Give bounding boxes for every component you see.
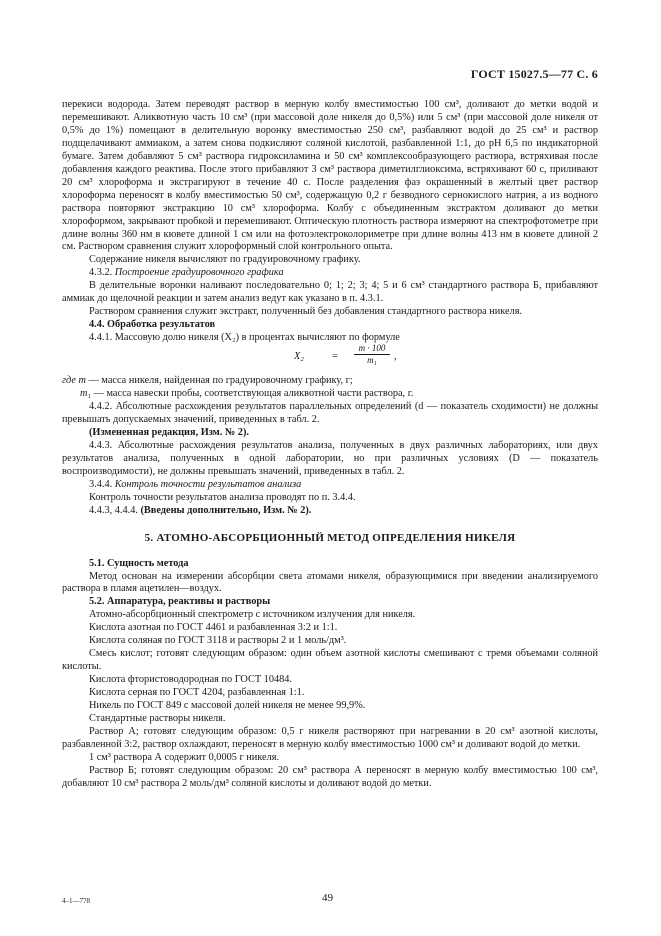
page-number: 49 bbox=[322, 892, 333, 904]
paragraph: Кислота фтористоводородная по ГОСТ 10484. bbox=[89, 674, 292, 686]
formula-numerator: m · 100 bbox=[354, 343, 390, 355]
paragraph: Раствор Б; готовят следующим образом: 20 см³ раствора А переносят в мерную колбу вместимостью 100 см³, добавляют 10 см³ раствора 2 моль/дм³ соляной кислоты и доливают водой до метки. bbox=[62, 764, 598, 789]
paragraph: Содержание никеля вычисляют по градуировочному графику. bbox=[89, 254, 361, 266]
amendment-note bbox=[62, 505, 598, 518]
formula-denominator: m₁ bbox=[367, 355, 377, 366]
definition-text: — масса навески пробы, соответствующая аликвотной части раствора, г. bbox=[93, 388, 414, 400]
paragraph: 1 см³ раствора А содержит 0,0005 г никеля. bbox=[89, 751, 280, 763]
paragraph: 4.4.2. Абсолютные расхождения результатов параллельных определений (d — показатель сходимости) не должны превышать допускаемых значений, приведенных в табл. 2. bbox=[62, 401, 598, 425]
paragraph: Атомно-абсорбционный спектрометр с источником излучения для никеля. bbox=[89, 609, 416, 621]
paragraph: Раствором сравнения служит экстракт, полученный без добавления стандартного раствора никеля. bbox=[89, 306, 523, 318]
section-heading: 5.1. Сущность метода bbox=[89, 557, 189, 569]
subsection-title: Контроль точности результатов анализа bbox=[114, 478, 302, 490]
print-code: 4–1—778 bbox=[62, 897, 90, 905]
subsection-number: 4.3.2. bbox=[89, 267, 113, 279]
paragraph: В делительные воронки наливают последовательно 0; 1; 2; 3; 4; 5 и 6 см³ стандартного раствора Б, прибавляют аммиак до щелочной реакции и затем анализ ведут как указано в п. 4.3.1. bbox=[62, 280, 598, 305]
definition-row bbox=[62, 375, 598, 388]
subsection-number: 3.4.4. bbox=[89, 478, 113, 490]
formula-lhs: X₂ bbox=[294, 351, 304, 363]
section-heading: 5.2. Аппаратура, реактивы и растворы bbox=[89, 596, 271, 608]
paragraph: Никель по ГОСТ 849 с массовой долей никеля не менее 99,9%. bbox=[89, 700, 366, 712]
paragraph: Контроль точности результатов анализа проводят по п. 3.4.4. bbox=[89, 491, 356, 503]
paragraph: Кислота серная по ГОСТ 4204, разбавленная 1:1. bbox=[89, 687, 305, 699]
paragraph: перекиси водорода. Затем переводят раствор в мерную колбу вместимостью 100 см³, доливают до метки водой и перемешивают. Аликвотную часть 10 см³ (при массовой доле никеля до 0,5%) или 5 см³ (при массовой доле никеля от 0,5% до 1%) помещают в делительную воронку вместимостью 250 см³, разбавляют водой до 25 см³ и раствор подщелачивают аммиаком, а затем снова подкисляют соляной кислотой, разбавленной 1:1, до pH 6,5 по индикаторной бумаге. Затем добавляют 5 см³ раствора гидроксиламина и 50 см³ комплексообразующего раствора, встряхивая после добавления каждого реактива. После этого прибавляют 3 см³ раствора диметилглиоксима, встряхивают 60 с, приливают 20 см³ хлороформа и экстрагируют в течение 40 с. После разделения фаз окрашенный в желтый цвет раствор хлороформа переносят в колбу вместимостью 50 см³, содержащую 0,2 г безводного сернокислого натрия, а из водного раствора повторяют экстракцию 10 см³ хлороформа. Колбу с объединенным экстрактом доливают до метки хлороформом, закрывают пробкой и перемешивают. Оптическую плотность раствора измеряют на спектрофотометре при длине волны 360 нм в кювете длиной 1 см или на фотоэлектроколориметре при длине волны 413 нм в кювете длиной 2 см. Раствором сравнения служит хлороформный слой контрольного опыта. bbox=[62, 99, 598, 253]
formula-trail: , bbox=[394, 351, 397, 363]
amendment-text: (Введены дополнительно, Изм. № 2). bbox=[140, 504, 312, 516]
amendment-refs: 4.4.3, 4.4.4. bbox=[89, 504, 138, 516]
paragraph: Стандартные растворы никеля. bbox=[89, 712, 226, 724]
subsection-title: Построение градуировочного графика bbox=[114, 267, 284, 279]
paragraph: Метод основан на измерении абсорбции света атомами никеля, образующимися при введении анализируемого раствора в пламя ацетилен—воздух. bbox=[62, 570, 598, 595]
formula-fraction bbox=[354, 343, 390, 366]
definition-text: — масса никеля, найденная по градуировочному графику, г; bbox=[88, 375, 353, 387]
paragraph: 4.4.3. Абсолютные расхождения результатов анализа, полученных в двух различных лабораториях, или двух результатов анализа, полученных в одной лаборатории, но при различных условиях (D — показатель воспроизводимости), не должны превышать значений, приведенных в табл. 2. bbox=[62, 439, 598, 477]
formula-equals: = bbox=[332, 351, 338, 363]
formula bbox=[62, 345, 598, 375]
page-header: ГОСТ 15027.5—77 С. 6 bbox=[470, 67, 598, 81]
paragraph: Кислота соляная по ГОСТ 3118 и растворы 2 и 1 моль/дм³. bbox=[89, 635, 347, 647]
paragraph: Кислота азотная по ГОСТ 4461 и разбавленная 3:2 и 1:1. bbox=[89, 622, 338, 634]
definition-label: где m bbox=[62, 375, 86, 387]
section-heading: 4.4. Обработка результатов bbox=[89, 319, 216, 331]
definition-label: m₁ bbox=[80, 388, 92, 400]
section-title: 5. АТОМНО-АБСОРБЦИОННЫЙ МЕТОД ОПРЕДЕЛЕНИЯ НИКЕЛЯ bbox=[144, 531, 516, 544]
paragraph: 4.4.1. Массовую долю никеля (X₂) в процентах вычисляют по формуле bbox=[89, 332, 400, 344]
amendment-note: (Измененная редакция, Изм. № 2). bbox=[89, 426, 249, 438]
subsection-heading bbox=[62, 267, 598, 280]
paragraph: Раствор А; готовят следующим образом: 0,5 г никеля растворяют при нагревании в 20 см³ азотной кислоты, разбавленной 3:2, раствор охлаждают, переносят в мерную колбу вместимостью 1000 см³ и доливают водой до метки. bbox=[62, 725, 598, 750]
subsection-heading bbox=[62, 479, 598, 492]
definition-row bbox=[62, 388, 598, 401]
paragraph: Смесь кислот; готовят следующим образом: один объем азотной кислоты смешивают с тремя объемами соляной кислоты. bbox=[62, 648, 598, 673]
document-body bbox=[62, 99, 598, 791]
